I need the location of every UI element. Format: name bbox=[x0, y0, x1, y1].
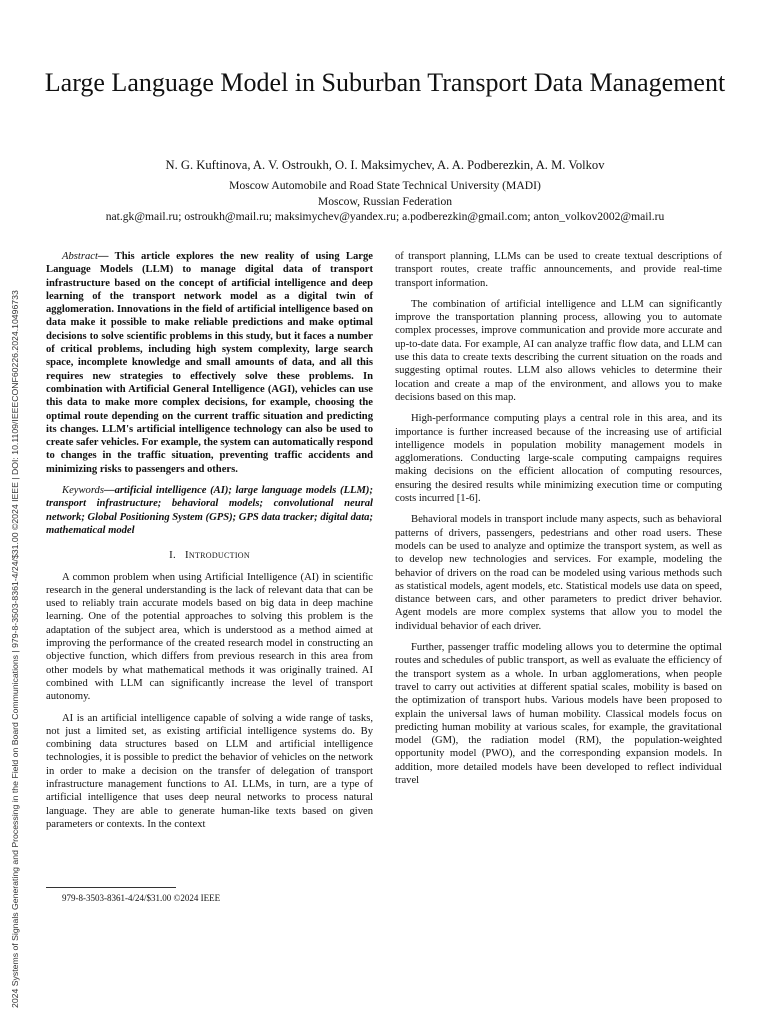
abstract bbox=[46, 250, 373, 476]
body-paragraph: Behavioral models in transport include many aspects, such as behavioral patterns of drivers, passengers, pedestrians and other road users. These models can be used to analyze and optimize the transport system, as well as to develop new technologies and services. For example, modeling the behavior of drivers on the road can be modeled using various methods such as statistical models, agent models, etc. Statistical models use data on speed, distance between cars, and other parameters to predict driver behavior. Agent models are more complex systems that allow you to model the individual behavior of each driver. bbox=[395, 514, 722, 632]
keywords-dash: — bbox=[103, 485, 115, 497]
body-paragraph: of transport planning, LLMs can be used to create textual descriptions of transport routes, create traffic announcements, and provide real-time transport information. bbox=[395, 251, 722, 289]
left-column bbox=[46, 250, 373, 839]
affiliation-block bbox=[40, 178, 730, 225]
email-list: nat.gk@mail.ru; ostroukh@mail.ru; maksimychev@yandex.ru; a.podberezkin@gmail.com; anton_volkov2002@mail.ru bbox=[105, 210, 665, 223]
footnote-rule bbox=[46, 887, 176, 888]
copyright-footnote: 979-8-3503-8361-4/24/$31.00 ©2024 IEEE bbox=[62, 893, 221, 903]
keywords-text: artificial intelligence (AI); large language models (LLM); transport infrastructure; behavioral models; convolutional neural network; Global Positioning System (GPS); GPS data tracker; digital data; mathematical model bbox=[46, 485, 373, 536]
body-paragraph: High-performance computing plays a central role in this area, and its importance is further increased because of the increasing use of artificial intelligence models in population mobility management models in agglomerations. Conducting large-scale computing campaigns requires making decisions on the efficient allocation of computing resources, ensuring the desired results while minimizing execution time or computing costs incurred [1-6]. bbox=[395, 413, 722, 505]
body-paragraph: A common problem when using Artificial Intelligence (AI) in scientific research in the general understanding is the lack of relevant data that can be used to reliably train accurate models based on big data in deep machine learning. One of the potential approaches to solving this problem is the adaptation of the subject area, which is understood as a method aimed at improving the performance of the created research model in constructing an objective function, which differs from previous research in this area from other models by what mathematical methods it was originally trained. AI combined with LLM can significantly increase the level of transport autonomy. bbox=[46, 571, 373, 703]
section-title: Introduction bbox=[184, 549, 250, 562]
author-list: N. G. Kuftinova, A. V. Ostroukh, O. I. Maksimychev, A. A. Podberezkin, A. M. Volkov bbox=[165, 158, 605, 172]
body-paragraph: Further, passenger traffic modeling allows you to determine the optimal routes and schedules of public transport, as well as evaluate the efficiency of the transport system as a whole. In urban agglomerations, when people travel to carry out activities at different spatial scales, mobility is based on the optimization of transport hubs. Various models have been proposed to explain the universal laws of human mobility. Classical models focus on predicting human mobility at various scales, for example, the gravitational model (GM), the radiation model (RM), the population-weighted opportunity model (PWO), and the corresponding expansion models. In addition, more detailed models have been developed to reflect individual travel bbox=[395, 642, 722, 786]
doi-sidebar: 2024 Systems of Signals Generating and Processing in the Field on Board Communications | 979-8-3503-8361-4/24/$31.00 ©2024 IEEE | DOI: 10.1109/IEEECONF60226.2024.10496733 bbox=[10, 290, 20, 1008]
keywords bbox=[46, 484, 373, 537]
section-number: I. bbox=[169, 549, 176, 562]
body-paragraph: The combination of artificial intelligence and LLM can significantly improve the transportation planning process, allowing you to automate complex processes, improve communication and provide more accurate and up-to-date data. For example, AI can analyze traffic flow data, and LLM can use this data to create texts describing the current situation on the roads and suggesting optimal routes. LLM also allows vehicles to determine their location and create a map of the environment, and allows you to make decisions based on this map. bbox=[395, 298, 722, 403]
right-column bbox=[395, 250, 722, 795]
location: Moscow, Russian Federation bbox=[317, 194, 453, 208]
section-heading-introduction bbox=[46, 549, 373, 562]
abstract-label: Abstract bbox=[62, 251, 98, 262]
institution: Moscow Automobile and Road State Technical University (MADI) bbox=[229, 179, 541, 192]
body-paragraph: AI is an artificial intelligence capable of solving a wide range of tasks, not just a limited set, as existing artificial intelligence systems do. By combining data structures based on LLM and artificial intelligence technologies, it is possible to predict the behavior of vehicles on the network in order to make a decision on the transfer of delegation of transport infrastructure management functions to AI. LLMs, in turn, are a type of artificial intelligence that uses deep neural networks to process natural language. They are able to generate human-like texts based on given parameters or contexts. In the context bbox=[46, 712, 373, 830]
keywords-label: Keywords bbox=[62, 485, 104, 497]
abstract-dash: — bbox=[97, 251, 115, 262]
paper-title: Large Language Model in Suburban Transport Data Management bbox=[44, 68, 726, 97]
abstract-text: This article explores the new reality of using Large Language Models (LLM) to manage digital data of transport infrastructure based on the concept of artificial intelligence and deep learning of the transport network model as a digital twin of agglomeration. Innovations in the field of artificial intelligence based on data make it possible to make reliable predictions and make optimal decisions to solve scientific problems in this study, but it faces a number of critical problems, including high system complexity, large search space, incomplete knowledge and small amounts of data, and all this requires new strategies to effectively solve these problems. In combination with Artificial General Intelligence (AGI), vehicles can use this data to make more complex decisions, for example, choosing the optimal route depending on the current traffic situation and predicting its changes. LLM's artificial intelligence technology can also be used to create safer vehicles. For example, the system can automatically respond to changes in the traffic situation, preventing traffic accidents and minimizing risks to passengers and others. bbox=[46, 251, 373, 475]
